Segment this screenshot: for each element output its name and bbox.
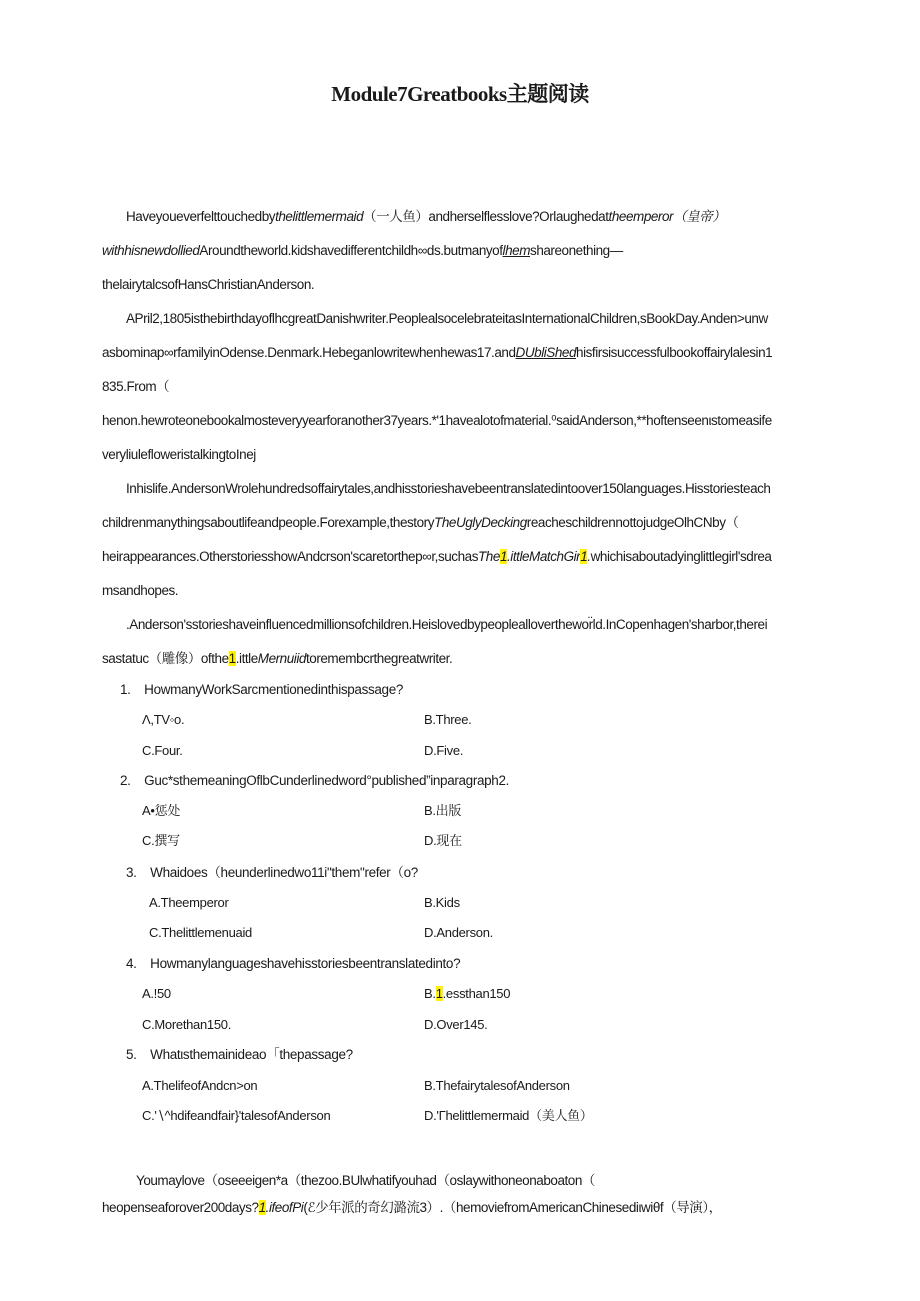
- page-title: Module7Greatbooks主题阅读: [331, 82, 589, 106]
- text-run: B.: [424, 986, 436, 1001]
- text-run-italic: .ifeofPi: [265, 1200, 304, 1215]
- option-a: A.Theemperor: [149, 895, 229, 910]
- text-run-italic: theemperor（皇帝）: [608, 209, 726, 224]
- text-run: heirappearances.OtherstoriesshowAndcrson'scaretorthep∞r,suchas: [102, 549, 479, 564]
- question-1: [120, 681, 403, 699]
- passage-line: [102, 650, 452, 668]
- text-run: toremembcrthegreatwriter.: [305, 651, 453, 666]
- question-text: HowmanyWorkSarcmentionedinthispassage?: [144, 682, 404, 697]
- question-text: Guc*sthemeaningOflbCunderlinedword°published”inparagraph2.: [144, 773, 510, 788]
- text-run-italic: TheUglyDecking: [434, 515, 527, 530]
- text-run-italic: .: [587, 549, 591, 564]
- passage-line: Inhislife.AndersonWrolehundredsoffairytales,andhisstorieshavebeentranslatedintoover150languages.Hisstoriesteach: [126, 481, 771, 496]
- text-run: asbominap∞rfamilyinOdense.Denmark.Hebeganlowritewhenhewas17.and: [102, 345, 516, 360]
- option-c: C.Thelittlemenuaid: [149, 925, 252, 940]
- passage-line: APril2,1805isthebirthdayoflhcgreatDanishwriter.PeoplealsocelebrateitasInternationalChildren,sBookDay.Anden>unw: [126, 311, 768, 326]
- text-run: hisfirsisuccessfulbookoffairylalesin1: [576, 345, 773, 360]
- highlight-mark: 1: [580, 549, 588, 564]
- text-run: reacheschildrennottojudgeOlhCNby（: [526, 515, 739, 530]
- text-run-italic: thelittlemermaid: [275, 209, 364, 224]
- option-b: B.出版: [424, 803, 462, 818]
- option-b: B.Kids: [424, 895, 460, 910]
- text-run: Aroundtheworld.kidshavedifferentchildh∞ds.butmanyof: [199, 243, 503, 258]
- question-3: [126, 864, 418, 882]
- text-run-italic: withhisnewdollied: [102, 243, 200, 258]
- option-a: A.ThelifeofAndcn>on: [142, 1078, 258, 1093]
- option-c: C.'∖^hdifeandfair}'talesofAnderson: [142, 1108, 331, 1123]
- text-run: shareonething—: [530, 243, 623, 258]
- passage-line: [126, 208, 725, 226]
- option-a: Λ,TV◦o.: [142, 712, 185, 727]
- question-number: 4.: [126, 956, 137, 971]
- question-text: Whatιsthemainideao「thepassage?: [150, 1047, 353, 1062]
- question-5: [126, 1046, 353, 1064]
- passage-line: 835.From（: [102, 379, 170, 394]
- question-number: 3.: [126, 865, 137, 880]
- passage-line: [102, 344, 772, 362]
- text-run: childrenmanythingsaboutlifeandpeople.Forexample,thestory: [102, 515, 435, 530]
- question-2: [120, 772, 509, 790]
- highlight-mark: 1: [258, 1200, 266, 1215]
- text-run-italic: Mernuiid: [257, 651, 306, 666]
- passage-line: henon.hewroteonebookalmosteveryyearforanother37years.*'1havealotofmaterial.⁰saidAnderson,**hoftenseenιstomeasife: [102, 413, 772, 428]
- text-run: (ℰ少年派的奇幻潞流3）.（hemoviefromAmericanChinesediιwiθf（导演），: [303, 1200, 722, 1215]
- passage-line: veryliulefloweristalkingtoInej: [102, 447, 256, 462]
- question-text: Whaidoes（heunderlinedwo11i"them"refer（o?: [150, 865, 418, 880]
- option-d: D.'Γhelittlemermaid（美人鱼）: [424, 1108, 593, 1123]
- passage-line: [102, 242, 623, 260]
- underlined-word-them: lhem: [502, 243, 531, 258]
- highlight-mark: 1: [499, 549, 507, 564]
- option-d: D.现在: [424, 833, 462, 848]
- option-a: A•惩处: [142, 803, 181, 818]
- passage-line: Youmaylove（oseeeigen*a（thezoo.BUlwhatifyouhad（oslaywithoneonaboaton（: [136, 1173, 595, 1188]
- text-run-italic: The: [478, 549, 500, 564]
- text-run: heopenseaforover200days?: [102, 1200, 259, 1215]
- passage-line: .Anderson'sstorieshaveinfluencedmillionsofchildren.Heislovedbypeoplealloverthewor̈ld.InCopenhagen'sharbor,therei: [126, 617, 768, 632]
- option-d: D.Over145.: [424, 1017, 488, 1032]
- highlight-mark: 1: [435, 986, 443, 1001]
- passage-line: thelairytalcsofHansChristianAnderson.: [102, 277, 315, 292]
- text-run: （一人鱼）andherselflesslove?Orlaughedat: [363, 209, 609, 224]
- question-number: 5.: [126, 1047, 137, 1062]
- option-c: C.Morethan150.: [142, 1017, 232, 1032]
- passage-line: [102, 514, 739, 532]
- option-b: B.Three.: [424, 712, 472, 727]
- option-d: D.Anderson.: [424, 925, 493, 940]
- option-c: C.撰写: [142, 833, 180, 848]
- highlight-mark: 1: [228, 651, 236, 666]
- passage-line: [102, 548, 771, 566]
- question-4: [126, 955, 460, 973]
- passage-line: [102, 1199, 722, 1217]
- text-run-italic: .ittleMatchGir: [507, 549, 581, 564]
- underlined-word-published: DUbliShed: [515, 345, 577, 360]
- passage-line: msandhopes.: [102, 583, 179, 598]
- text-run: .ittle: [235, 651, 258, 666]
- question-text: Howmanylanguageshavehisstoriesbeentranslatedinto?: [150, 956, 461, 971]
- option-a: A.!50: [142, 986, 171, 1001]
- text-run: Haveyoueverfelttouchedby: [126, 209, 276, 224]
- option-b: B.ThefairytalesofAnderson: [424, 1078, 570, 1093]
- text-run: sastatuc（雕像）ofthe: [102, 651, 229, 666]
- text-run: .essthan150: [442, 986, 511, 1001]
- option-b: [424, 985, 510, 1003]
- option-d: D.Five.: [424, 743, 464, 758]
- text-run: whichisaboutadyinglittlegirl'sdrea: [590, 549, 772, 564]
- option-c: C.Four.: [142, 743, 183, 758]
- question-number: 2.: [120, 773, 131, 788]
- question-number: 1.: [120, 682, 131, 697]
